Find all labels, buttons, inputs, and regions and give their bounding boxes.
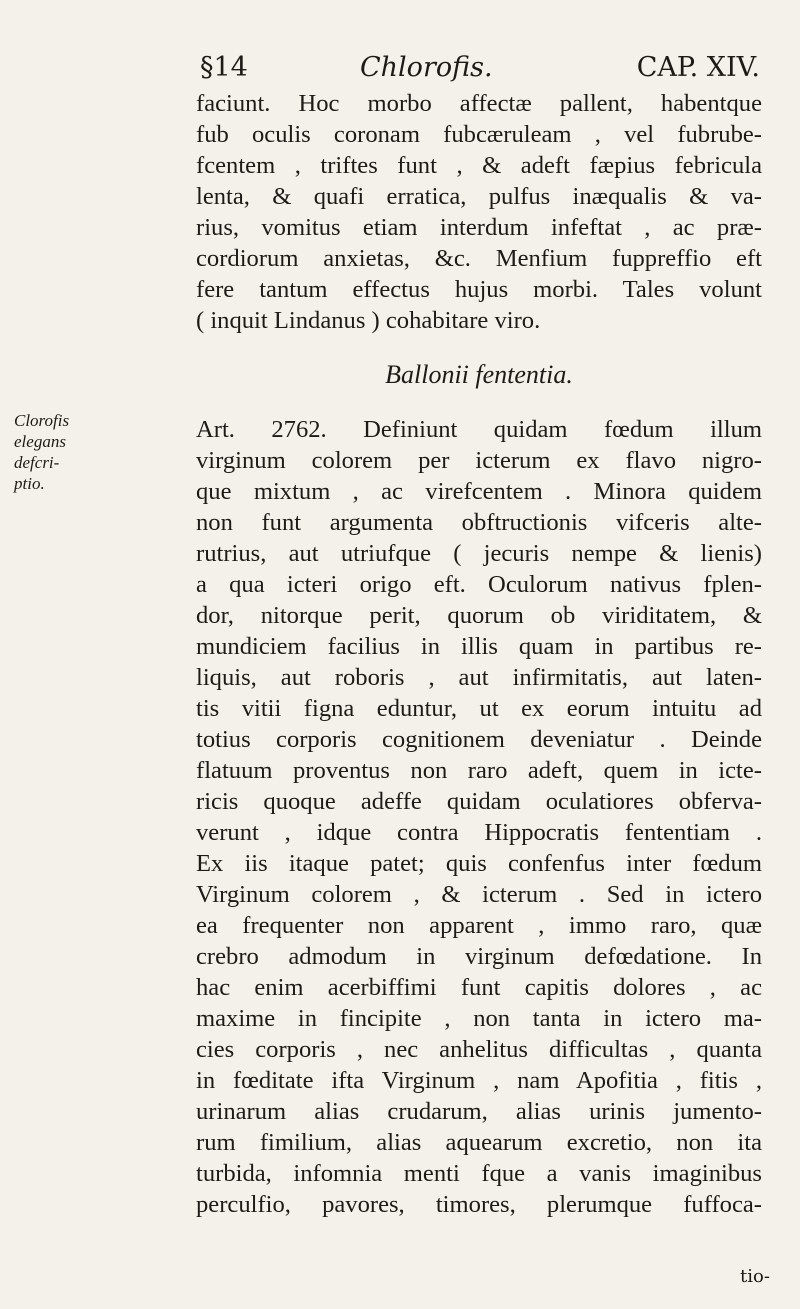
text-line: hac enim acerbiffimi funt capitis dolores , ac: [196, 974, 762, 1001]
text-line: rutrius, aut utriufque ( jecuris nempe & lienis): [196, 540, 762, 567]
text-line: liquis, aut roboris , aut infirmitatis, aut laten-: [196, 664, 762, 691]
text-line: que mixtum , ac virefcentem . Minora quidem: [196, 478, 762, 505]
text-line: fub oculis coronam fubcæruleam , vel fubrube-: [196, 121, 762, 148]
text-line: ricis quoque adeffe quidam oculatiores obferva-: [196, 788, 762, 815]
text-line: rum fimilium, alias aquearum excretio, non ita: [196, 1129, 762, 1156]
text-line: in fœditate ifta Virginum , nam Apofitia , fitis ,: [196, 1067, 762, 1094]
margin-note: [14, 410, 106, 494]
body-text: [196, 88, 762, 1220]
text-line: crebro admodum in virginum defœdatione. In: [196, 943, 762, 970]
paragraph-1: [196, 88, 762, 336]
text-line: faciunt. Hoc morbo affectæ pallent, habentque: [196, 90, 762, 117]
text-line: totius corporis cognitionem deveniatur . Deinde: [196, 726, 762, 753]
text-line: fere tantum effectus hujus morbi. Tales volunt: [196, 276, 762, 303]
text-line: mundiciem facilius in illis quam in partibus re-: [196, 633, 762, 660]
text-line: turbida, infomnia menti fque a vanis imaginibus: [196, 1160, 762, 1187]
text-line: dor, nitorque perit, quorum ob viriditatem, &: [196, 602, 762, 629]
margin-note-line: elegans: [14, 432, 66, 451]
text-line: tis vitii figna eduntur, ut ex eorum intuitu ad: [196, 695, 762, 722]
text-line: virginum colorem per icterum ex flavo nigro-: [196, 447, 762, 474]
text-line: fcentem , triftes funt , & adeft fæpius febricula: [196, 152, 762, 179]
catchword: tio-: [740, 1266, 770, 1287]
chapter-heading: CAP. XIV.: [636, 52, 760, 83]
text-line: maxime in fincipite , non tanta in ictero ma-: [196, 1005, 762, 1032]
text-line: lenta, & quafi erratica, pulfus inæqualis & va-: [196, 183, 762, 210]
text-line: cordiorum anxietas, &c. Menfium fuppreffio eft: [196, 245, 762, 272]
text-line: Virginum colorem , & icterum . Sed in ictero: [196, 881, 762, 908]
margin-note-line: ptio.: [14, 474, 45, 493]
margin-note-line: Clorofis: [14, 411, 70, 430]
text-line: rius, vomitus etiam interdum infeftat , ac præ-: [196, 214, 762, 241]
text-line: verunt , idque contra Hippocratis fententiam .: [196, 819, 762, 846]
text-line: ea frequenter non apparent , immo raro, quæ: [196, 912, 762, 939]
text-line: a qua icteri origo eft. Oculorum nativus fplen-: [196, 571, 762, 598]
text-line: non funt argumenta obftructionis vifceris alte-: [196, 509, 762, 536]
paragraph-2: [196, 414, 762, 1220]
text-line: Ex iis itaque patet; quis confenfus inter fœdum: [196, 850, 762, 877]
text-line: ( inquit Lindanus ) cohabitare viro.: [196, 307, 541, 334]
section-title: Ballonii fententia.: [385, 360, 573, 389]
text-line: Art. 2762. Definiunt quidam fœdum illum: [196, 416, 762, 443]
margin-note-line: defcri-: [14, 453, 60, 472]
running-title: Chlorofis.: [360, 52, 493, 83]
page-number: §14: [200, 52, 248, 83]
text-line: urinarum alias crudarum, alias urinis jumento-: [196, 1098, 762, 1125]
text-line: perculfio, pavores, timores, plerumque fuffoca-: [196, 1191, 762, 1218]
text-line: cies corporis , nec anhelitus difficultas , quanta: [196, 1036, 762, 1063]
text-line: flatuum proventus non raro adeft, quem in icte-: [196, 757, 762, 784]
running-header: [200, 52, 760, 92]
